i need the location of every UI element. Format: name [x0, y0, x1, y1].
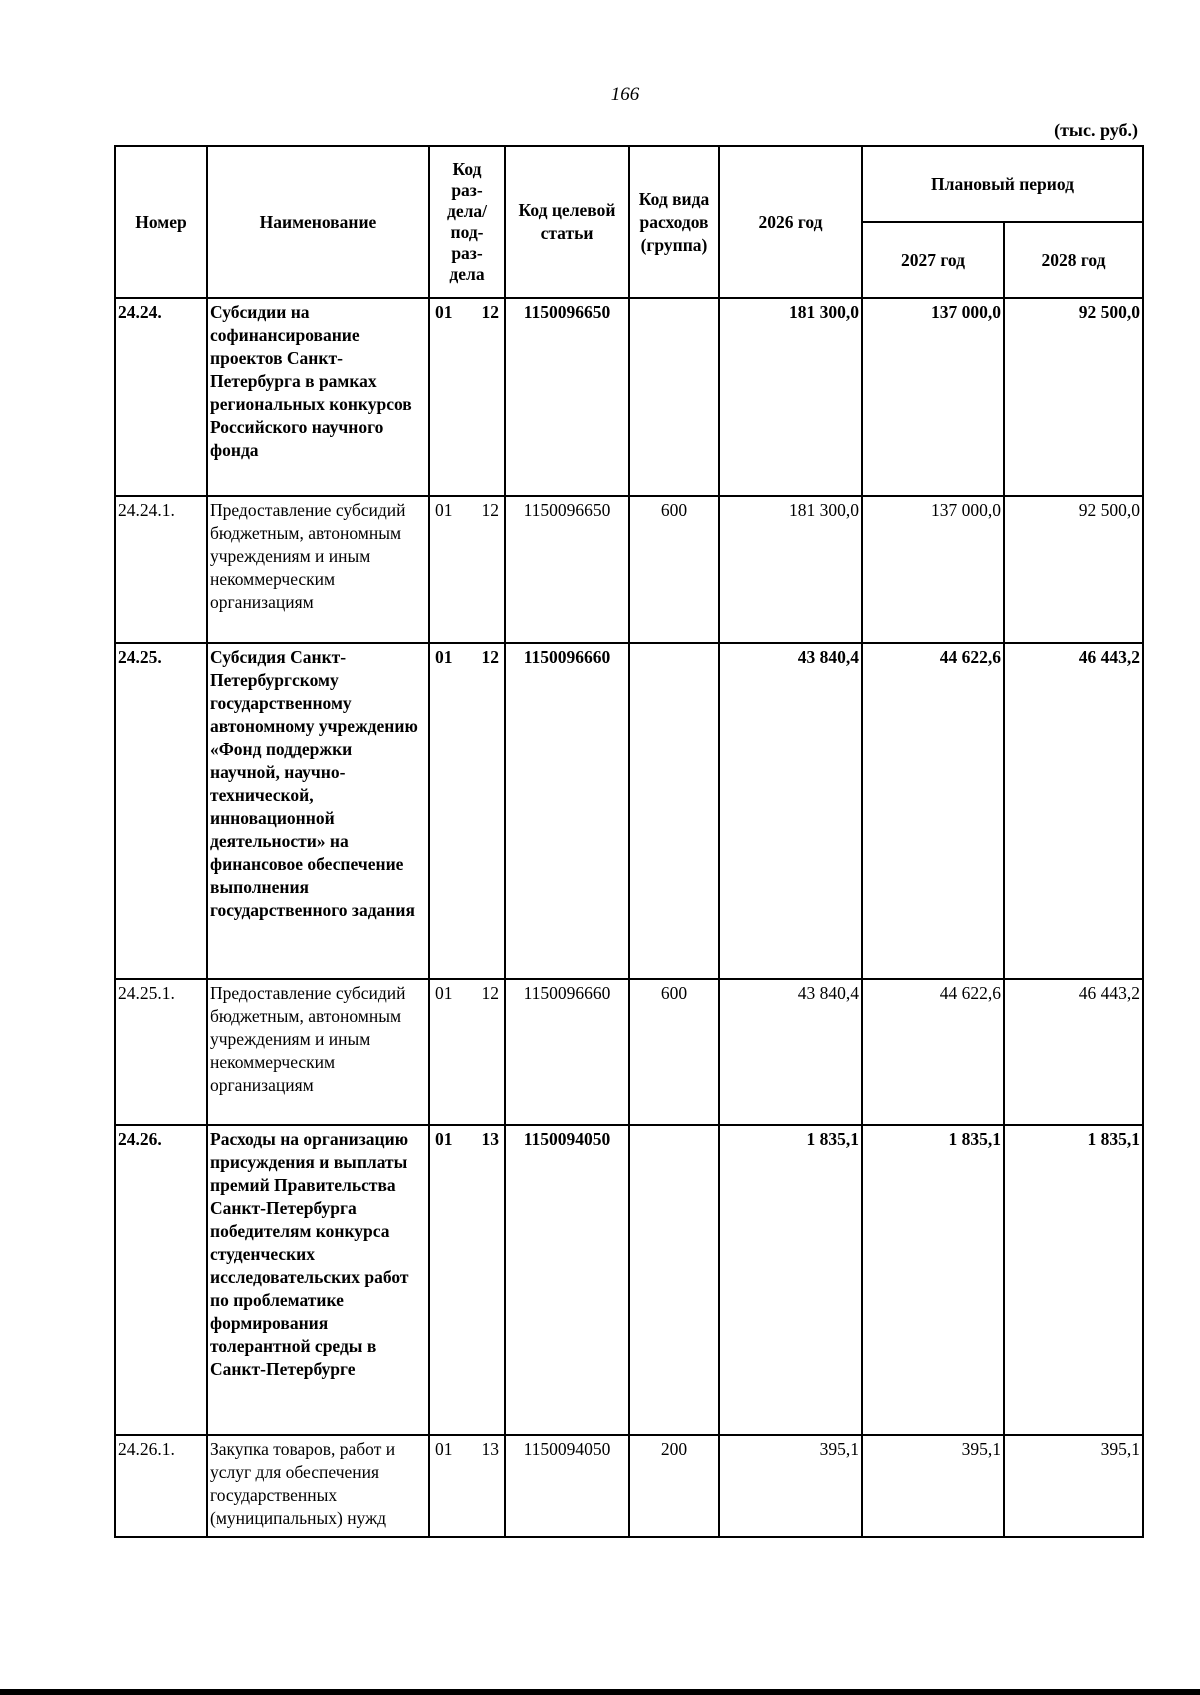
budget-table-container: [114, 145, 1142, 1538]
cell-expense-type: [629, 298, 719, 496]
scan-edge-bar: [0, 1689, 1200, 1695]
cell-2028: 395,1: [1004, 1435, 1143, 1537]
cell-section-code: 01 13: [429, 1435, 505, 1537]
header-name: Наименование: [207, 146, 429, 298]
header-planned-period: Плановый период: [862, 146, 1143, 222]
cell-number: 24.24.: [115, 298, 207, 496]
cell-target-code: 1150096660: [505, 643, 629, 979]
cell-2027: 44 622,6: [862, 979, 1004, 1125]
table-header: [115, 146, 1143, 298]
cell-2026: 1 835,1: [719, 1125, 862, 1435]
cell-2027: 1 835,1: [862, 1125, 1004, 1435]
units-label: (тыс. руб.): [1054, 120, 1138, 140]
cell-2028: 46 443,2: [1004, 979, 1143, 1125]
cell-2027: 137 000,0: [862, 298, 1004, 496]
cell-number: 24.25.1.: [115, 979, 207, 1125]
cell-name: Расходы на организацию присуждения и выплаты премий Правительства Санкт-Петербурга победителям конкурса студенческих исследовательских работ по проблематике формирования толерантной среды в Санкт-Петербурге: [207, 1125, 429, 1435]
cell-2028: 92 500,0: [1004, 298, 1143, 496]
table-row: [115, 643, 1143, 979]
cell-name: Субсидии на софинансирование проектов Санкт-Петербурга в рамках региональных конкурсов Российского научного фонда: [207, 298, 429, 496]
table-row: [115, 1125, 1143, 1435]
table-body: [115, 298, 1143, 1537]
cell-name: Субсидия Санкт-Петербургскому государственному автономному учреждению «Фонд поддержки научной, научно-технической, инновационной деятельности» на финансовое обеспечение выполнения государственного задания: [207, 643, 429, 979]
header-number: Номер: [115, 146, 207, 298]
table-row: [115, 298, 1143, 496]
header-target-code: Код целевой статьи: [505, 146, 629, 298]
cell-target-code: 1150096660: [505, 979, 629, 1125]
cell-target-code: 1150096650: [505, 496, 629, 643]
header-section-code: Код раз- дела/ под- раз- дела: [429, 146, 505, 298]
cell-number: 24.25.: [115, 643, 207, 979]
cell-2026: 395,1: [719, 1435, 862, 1537]
cell-2028: 46 443,2: [1004, 643, 1143, 979]
header-year-2027: 2027 год: [862, 222, 1004, 298]
cell-section-code: 01 12: [429, 979, 505, 1125]
cell-2026: 43 840,4: [719, 643, 862, 979]
cell-expense-type: 200: [629, 1435, 719, 1537]
cell-2028: 1 835,1: [1004, 1125, 1143, 1435]
cell-section-code: 01 12: [429, 496, 505, 643]
header-expense-type: Код вида расходов (группа): [629, 146, 719, 298]
cell-name: Закупка товаров, работ и услуг для обеспечения государственных (муниципальных) нужд: [207, 1435, 429, 1537]
cell-expense-type: 600: [629, 979, 719, 1125]
cell-target-code: 1150094050: [505, 1435, 629, 1537]
budget-table: [114, 145, 1144, 1538]
cell-section-code: 01 13: [429, 1125, 505, 1435]
cell-target-code: 1150096650: [505, 298, 629, 496]
cell-2026: 181 300,0: [719, 496, 862, 643]
cell-2026: 181 300,0: [719, 298, 862, 496]
cell-target-code: 1150094050: [505, 1125, 629, 1435]
cell-2026: 43 840,4: [719, 979, 862, 1125]
cell-2028: 92 500,0: [1004, 496, 1143, 643]
cell-2027: 395,1: [862, 1435, 1004, 1537]
cell-name: Предоставление субсидий бюджетным, автономным учреждениям и иным некоммерческим организациям: [207, 496, 429, 643]
cell-expense-type: 600: [629, 496, 719, 643]
table-row: [115, 979, 1143, 1125]
table-row: [115, 1435, 1143, 1537]
header-year-2028: 2028 год: [1004, 222, 1143, 298]
table-row: [115, 496, 1143, 643]
cell-2027: 137 000,0: [862, 496, 1004, 643]
cell-section-code: 01 12: [429, 298, 505, 496]
header-year-2026: 2026 год: [719, 146, 862, 298]
cell-section-code: 01 12: [429, 643, 505, 979]
cell-2027: 44 622,6: [862, 643, 1004, 979]
cell-number: 24.26.: [115, 1125, 207, 1435]
cell-expense-type: [629, 643, 719, 979]
cell-name: Предоставление субсидий бюджетным, автономным учреждениям и иным некоммерческим организациям: [207, 979, 429, 1125]
cell-expense-type: [629, 1125, 719, 1435]
cell-number: 24.26.1.: [115, 1435, 207, 1537]
cell-number: 24.24.1.: [115, 496, 207, 643]
page-number: 166: [610, 84, 640, 105]
